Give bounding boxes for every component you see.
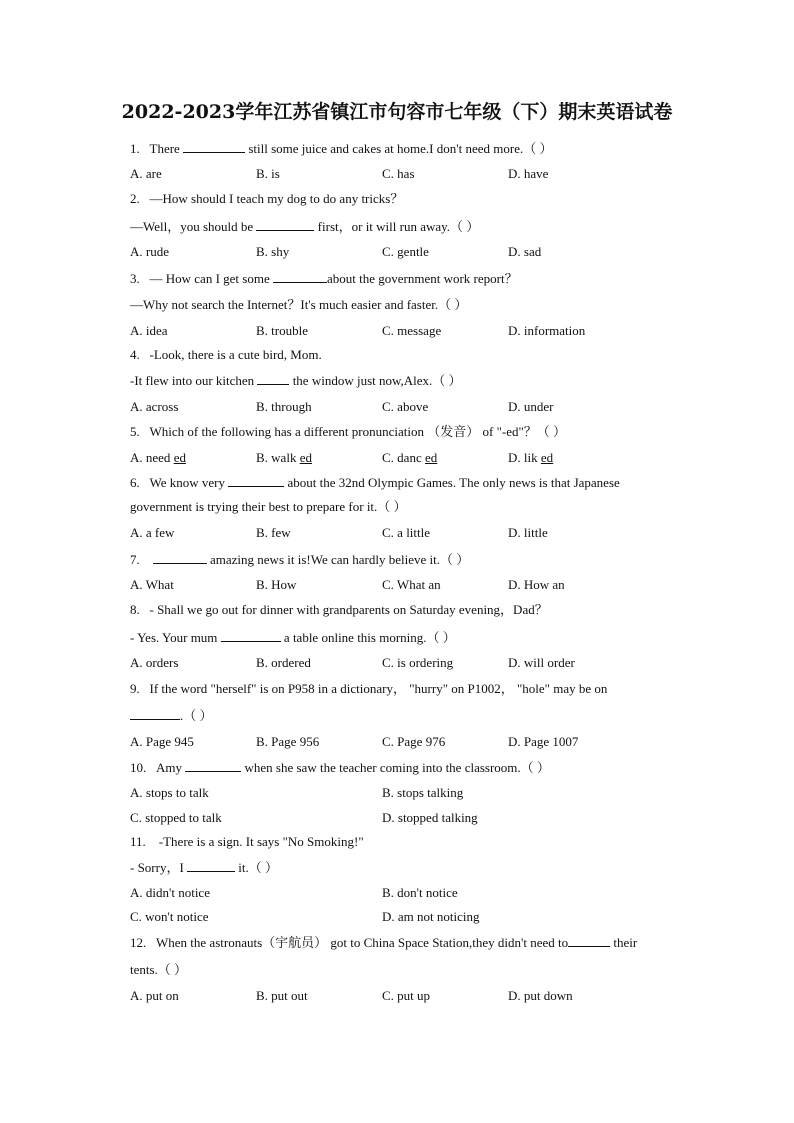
option-a[interactable]: A. a few [130, 525, 175, 540]
option-b[interactable]: B. don't notice [382, 885, 458, 900]
answer-blank[interactable] [183, 140, 245, 153]
option-c[interactable]: C. has [382, 166, 415, 181]
option-b[interactable]: B. Page 956 [256, 734, 320, 749]
question-7: 7. amazing news it is!We can hardly believe it.（ ） [130, 552, 470, 567]
question-2-line-2: —Well，you should be first，or it will run away.（ ） [130, 219, 480, 234]
option-c[interactable]: C. is ordering [382, 655, 454, 670]
question-8: 8. - Shall we go out for dinner with grandparents on Saturday evening，Dad？ [130, 602, 548, 617]
question-12: 12. When the astronauts（宇航员） got to China Space Station,they didn't need to their [130, 935, 638, 950]
option-a[interactable]: A. across [130, 399, 179, 414]
option-c[interactable]: C. put up [382, 988, 431, 1003]
option-a[interactable]: A. need ed [130, 450, 186, 465]
answer-blank[interactable] [273, 270, 327, 283]
option-c[interactable]: C. gentle [382, 244, 429, 259]
question-4: 4. -Look, there is a cute bird, Mom. [130, 347, 322, 362]
option-a[interactable]: A. idea [130, 323, 168, 338]
option-c[interactable]: C. What an [382, 577, 441, 592]
option-b[interactable]: B. How [256, 577, 297, 592]
answer-blank[interactable] [185, 759, 241, 772]
option-a[interactable]: A. are [130, 166, 162, 181]
option-a[interactable]: A. didn't notice [130, 885, 210, 900]
option-b[interactable]: B. put out [256, 988, 308, 1003]
option-a[interactable]: A. What [130, 577, 174, 592]
option-a[interactable]: A. Page 945 [130, 734, 194, 749]
question-5: 5. Which of the following has a different pronunciation （发音） of "-ed"？（ ） [130, 424, 567, 439]
question-9: 9. If the word "herself" is on P958 in a dictionary， "hurry" on P1002， "hole" may be on [130, 681, 608, 696]
question-6: 6. We know very about the 32nd Olympic Games. The only news is that Japanese [130, 475, 620, 490]
option-d[interactable]: D. information [508, 323, 586, 338]
option-d[interactable]: D. lik ed [508, 450, 554, 465]
option-b[interactable]: B. ordered [256, 655, 311, 670]
option-c[interactable]: C. stopped to talk [130, 810, 222, 825]
question-9-line-2: .（ ） [130, 707, 213, 724]
option-b[interactable]: B. is [256, 166, 280, 181]
question-10: 10. Amy when she saw the teacher coming into the classroom.（ ） [130, 760, 550, 775]
option-a[interactable]: A. rude [130, 244, 169, 259]
answer-blank[interactable] [228, 474, 284, 487]
answer-blank[interactable] [257, 372, 289, 385]
option-c[interactable]: C. a little [382, 525, 431, 540]
option-c[interactable]: C. Page 976 [382, 734, 446, 749]
question-8-line-2: - Yes. Your mum a table online this morning.（ ） [130, 630, 456, 645]
option-d[interactable]: D. have [508, 166, 549, 181]
question-2: 2. —How should I teach my dog to do any tricks？ [130, 191, 404, 206]
option-d[interactable]: D. will order [508, 655, 575, 670]
option-c[interactable]: C. danc ed [382, 450, 438, 465]
option-a[interactable]: A. put on [130, 988, 179, 1003]
answer-blank[interactable] [187, 859, 235, 872]
question-4-line-2: -It flew into our kitchen the window just now,Alex.（ ） [130, 373, 462, 388]
question-3-line-2: —Why not search the Internet？It's much easier and faster.（ ） [130, 297, 468, 312]
option-a[interactable]: A. stops to talk [130, 785, 209, 800]
option-b[interactable]: B. walk ed [256, 450, 312, 465]
question-11: 11. -There is a sign. It says "No Smoking!" [130, 834, 364, 849]
question-1: 1. There still some juice and cakes at home.I don't need more.（ ） [130, 141, 553, 156]
answer-blank[interactable] [153, 551, 207, 564]
question-12-line-2: tents.（ ） [130, 962, 188, 977]
option-d[interactable]: D. am not noticing [382, 909, 480, 924]
answer-blank[interactable] [130, 707, 180, 720]
answer-blank[interactable] [568, 934, 610, 947]
option-b[interactable]: B. through [256, 399, 312, 414]
option-d[interactable]: D. stopped talking [382, 810, 478, 825]
option-b[interactable]: B. trouble [256, 323, 308, 338]
option-b[interactable]: B. shy [256, 244, 290, 259]
answer-blank[interactable] [256, 218, 314, 231]
option-c[interactable]: C. above [382, 399, 429, 414]
option-b[interactable]: B. stops talking [382, 785, 464, 800]
option-d[interactable]: D. under [508, 399, 554, 414]
option-d[interactable]: D. How an [508, 577, 565, 592]
option-d[interactable]: D. little [508, 525, 548, 540]
option-c[interactable]: C. message [382, 323, 442, 338]
question-3: 3. — How can I get some about the government work report？ [130, 271, 518, 286]
answer-blank[interactable] [221, 629, 281, 642]
option-b[interactable]: B. few [256, 525, 291, 540]
question-11-line-2: - Sorry，I it.（ ） [130, 860, 279, 875]
question-6-line-2: government is trying their best to prepare for it.（ ） [130, 499, 407, 514]
option-c[interactable]: C. won't notice [130, 909, 209, 924]
page-title: 2022-2023学年江苏省镇江市句容市七年级（下）期末英语试卷 [121, 101, 673, 123]
option-d[interactable]: D. put down [508, 988, 573, 1003]
option-a[interactable]: A. orders [130, 655, 179, 670]
option-d[interactable]: D. sad [508, 244, 542, 259]
option-d[interactable]: D. Page 1007 [508, 734, 579, 749]
